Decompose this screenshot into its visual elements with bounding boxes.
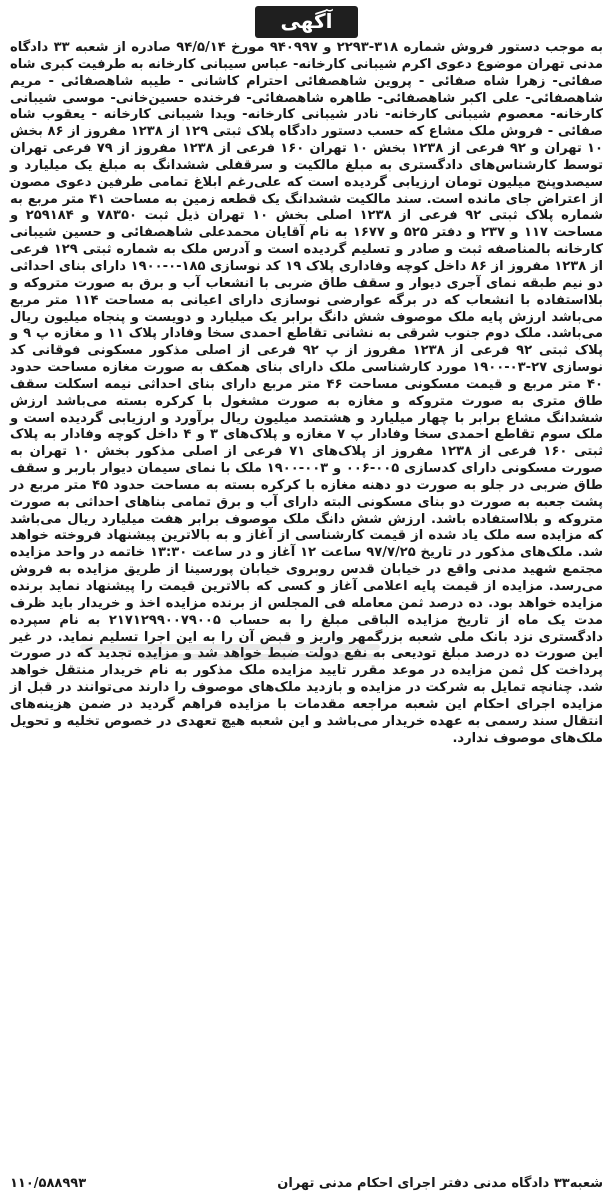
issuing-court: شعبه۳۳ دادگاه مدنی دفتر اجرای احکام مدنی تهران bbox=[277, 1176, 603, 1191]
notice-header-wrap bbox=[10, 4, 603, 40]
notice-title: آگهی bbox=[255, 6, 359, 38]
notice-body-text: به موجب دستور فروش شماره ۳۱۸-۲۲۹۳ و ۹۴۰۹۹۷ مورخ ۹۴/۵/۱۴ صادره از شعبه ۳۳ دادگاه مدنی تهران موضوع دعوی اکرم شیبانی کارخانه- عباس سیبانی کارخانه به طرفیت کبری شاه صفائی- زهرا شاه صفائی - پروین شاهصفائی احترام کاشانی - طیبه شاهصفائی - مریم شاهصفائی- علی اکبر شاهصفائی- طاهره شاهصفائی- فرخنده حسین‌خانی- موسی شیبانی کارخانه- معصوم شیبانی کارخانه- نادر شیبانی کارخانه- ویدا شیبانی کارخانه - یعقوب شاه صفائی - فروش ملک مشاع که حسب دستور دادگاه پلاک ثبتی ۱۲۹ از ۱۲۳۸ مفروز از ۸۶ بخش ۱۰ تهران و ۹۲ فرعی از ۱۲۳۸ بخش ۱۰ تهران ۱۶۰ فرعی از ۱۲۳۸ مفروز از ۷۹ فرعی تهران توسط کارشناس‌های دادگستری به مبلغ مالکیت و سرقفلی ششدانگ به مبلغ یک میلیارد و سیصدوپنج میلیون تومان ارزیابی گردیده است که علی‌رغم ابلاغ تمامی طرفین دعوی مصون از اعتراض جای مانده است. سند مالکیت ششدانگ یک قطعه زمین به مساحت ۴۱ متر مربع به شماره پلاک ثبتی ۹۲ فرعی از ۱۲۳۸ اصلی بخش ۱۰ تهران ذیل ثبت ۷۸۳۵۰ و ۲۵۹۱۸۴ و مساحت ۱۱۷ و ۲۳۷ و دفتر ۵۲۵ و ۱۶۷۷ به نام آقایان محمدعلی شاهصفائی و حسین شیبانی کارخانه بالمناصفه ثبت و صادر و تسلیم گردیده است و آدرس ملک به شماره ثبتی ۱۲۹ فرعی از ۱۲۳۸ مفروز از ۸۶ داخل کوچه وفاداری پلاک ۱۹ کد نوسازی ۱۸۵-۰-۱۹۰۰ دارای بنای احداثی دو نیم طبقه نمای آجری دیوار و سقف طاق ضربی با انشعاب آب و برق به صورت متروکه و بلااستفاده با انشعاب که در برگه عوارضی نوسازی دارای اعیانی به مساحت ۱۱۴ متر مربع می‌باشد ارزش پایه ملک موصوف شش دانگ برابر یک میلیارد و دویست و پنجاه میلیون ریال می‌باشد. ملک دوم جنوب شرقی به نشانی تقاطع احمدی سخا وفادار پلاک ۱۱ و مغازه پ ۹ و پلاک ثبتی ۹۲ فرعی از ۱۲۳۸ مفروز از پ ۹۲ فرعی از اصلی مذکور مسکونی فوقانی کد نوسازی ۲۷-۰۳-۱۹۰۰ مورد کارشناسی ملک دارای بنای همکف به صورت مغازه مساحت حدود ۴۰ متر مربع و قیمت مسکونی مساحت ۴۶ متر مربع دارای بنای احداثی نیمه اسکلت سقف طاق متری به صورت متروکه و مغازه به صورت مشغول با کرکره بسته می‌باشد ارزش ششدانگ مشاع برابر با چهار میلیارد و هشتصد میلیون ریال برآورد و ارزیابی گردیده است و ملک سوم تقاطع احمدی سخا وفادار پ ۷ مغازه و پلاک‌های ۳ و ۴ داخل کوچه وفادار به پلاک ثبتی ۱۶۰ فرعی از ۱۲۳۸ مفروز از پلاک‌های ۷۱ فرعی از اصلی مذکور بخش ۱۰ تهران به صورت مسکونی دارای کدسازی ۰۰۵-۰۰۶ و ۰۰۳-۱۹۰۰ ملک با نمای سیمان دیوار باربر و سقف طاق ضربی در جلو به صورت دو دهنه مغازه با کرکره بسته به مساحت حدود ۴۵ متر مربع در پشت جعبه به صورت دو بنای مسکونی البته دارای آب و برق تمامی بناهای احداثی به صورت متروکه و بلااستفاده باشد. ارزش شش دانگ ملک موصوف برابر هفت میلیارد ریال می‌باشد که مزایده سه ملک یاد شده از قیمت کارشناسی از آغاز و به بالاترین پیشنهاد فروخته خواهد شد. ملک‌های مذکور در تاریخ ۹۷/۷/۲۵ ساعت ۱۲ آغاز و در ساعت ۱۳:۳۰ خاتمه در واحد مزایده مجتمع شهید مدنی واقع در خیابان قدس روبروی خیابان پورسینا از طریق مزایده به فروش می‌رسد. مزایده از قیمت پایه اعلامی آغاز و کسی که بالاترین قیمت را پیشنهاد نماید برنده مزایده خواهد بود. ده درصد ثمن معامله فی المجلس از برنده مزایده اخذ و خریدار باید ظرف مدت یک ماه از تاریخ مزایده الباقی مبلغ را به حساب ۲۱۷۱۲۹۹۰۰۷۹۰۰۵ به نام سپرده دادگستری نزد بانک ملی شعبه بزرگمهر واریز و قبض آن را به این اجرا تسلیم نماید. در غیر این صورت ده درصد مبلغ تودیعی به نفع دولت ضبط خواهد شد و مزایده تجدید که در صورت پرداخت کل ثمن مزایده در موعد مقرر تایید مزایده ملک مذکور به نام خریدار منتقل خواهد شد. چنانچه تمایل به شرکت در مزایده و بازدید ملک‌های موصوف را دارند می‌توانند در قبل از مزایده اجرای احکام این شعبه مراجعه مقدمات با مزایده فراهم گردید در ضمن هزینه‌های انتقال سند رسمی به عهده خریدار می‌باشد و این شعبه هیچ تعهدی در خصوص تخلیه و تحویل ملک‌های موصوف ندارد. bbox=[10, 40, 604, 746]
notice-footer bbox=[10, 1175, 603, 1193]
notice-code: ۱۱۰/۵۸۸۹۹۳ bbox=[10, 1176, 87, 1191]
